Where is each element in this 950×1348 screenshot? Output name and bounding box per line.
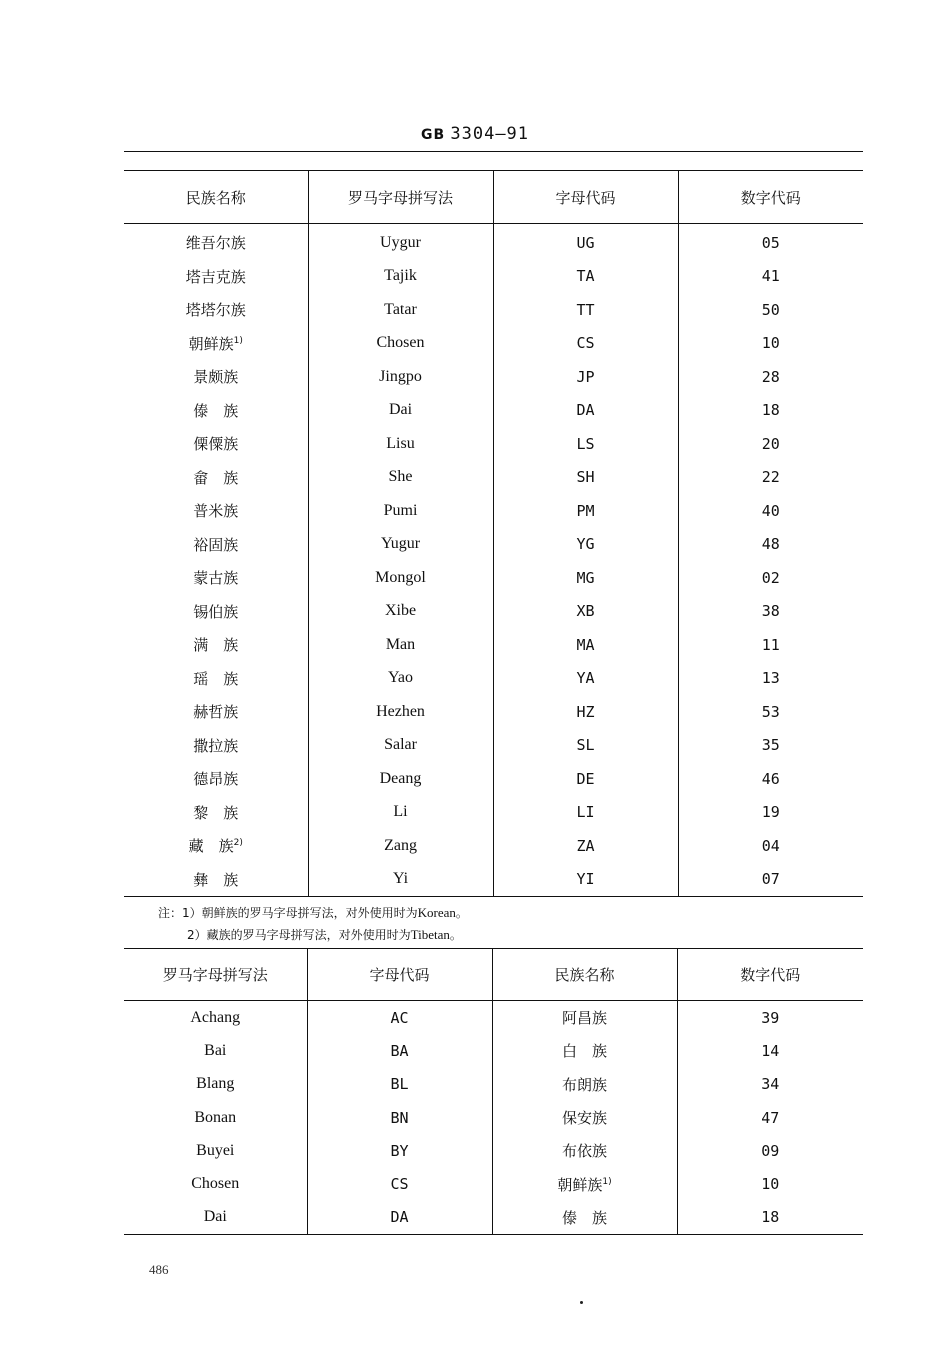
nationality-name: 傣 族 bbox=[193, 401, 239, 420]
nationality-name-cell bbox=[124, 729, 308, 763]
numeric-code: 35 bbox=[678, 729, 863, 763]
nationality-name: 景颇族 bbox=[193, 368, 239, 387]
numeric-code: 04 bbox=[678, 829, 863, 863]
letter-code: BL bbox=[307, 1068, 492, 1101]
column-header: 罗马字母拼写法 bbox=[124, 949, 307, 1001]
footnote-ref: 1) bbox=[602, 1176, 612, 1187]
numeric-code: 39 bbox=[677, 1001, 863, 1035]
letter-code: ZA bbox=[493, 829, 678, 863]
nationality-name-cell bbox=[124, 494, 308, 528]
table-row bbox=[124, 762, 863, 796]
table-row bbox=[124, 863, 863, 897]
letter-code: MA bbox=[493, 628, 678, 662]
letter-code: YA bbox=[493, 662, 678, 696]
nationality-name-cell bbox=[492, 1134, 677, 1167]
nationality-name: 傣 族 bbox=[561, 1208, 607, 1227]
table-row bbox=[124, 1167, 863, 1200]
column-header: 字母代码 bbox=[307, 949, 492, 1001]
nationality-table-by-name bbox=[124, 170, 863, 897]
table-row bbox=[124, 1201, 863, 1235]
nationality-name: 布依族 bbox=[561, 1142, 607, 1161]
roman-spelling: Man bbox=[308, 628, 493, 662]
nationality-name-cell bbox=[124, 662, 308, 696]
letter-code: DE bbox=[493, 762, 678, 796]
roman-spelling: Yi bbox=[308, 863, 493, 897]
nationality-name: 裕固族 bbox=[193, 535, 239, 554]
nationality-name-cell bbox=[124, 327, 308, 361]
table-row bbox=[124, 394, 863, 428]
nationality-name: 朝鲜族 bbox=[188, 334, 234, 353]
nationality-name: 阿昌族 bbox=[561, 1009, 607, 1028]
nationality-name: 白 族 bbox=[561, 1042, 607, 1061]
table-body bbox=[124, 224, 863, 897]
nationality-name-cell bbox=[124, 528, 308, 562]
table-row bbox=[124, 1034, 863, 1067]
numeric-code: 40 bbox=[678, 494, 863, 528]
nationality-table-by-roman bbox=[124, 948, 863, 1235]
roman-spelling: Bonan bbox=[194, 1108, 237, 1126]
nationality-name: 维吾尔族 bbox=[185, 234, 246, 253]
letter-code: XB bbox=[493, 595, 678, 629]
numeric-code: 14 bbox=[677, 1034, 863, 1067]
table-row bbox=[124, 829, 863, 863]
roman-spelling: Uygur bbox=[308, 224, 493, 260]
letter-code: CS bbox=[493, 327, 678, 361]
letter-code: UG bbox=[493, 224, 678, 260]
numeric-code: 10 bbox=[677, 1167, 863, 1200]
numeric-code: 11 bbox=[678, 628, 863, 662]
numeric-code: 53 bbox=[678, 695, 863, 729]
standard-prefix: GB bbox=[420, 127, 446, 143]
page-number: 486 bbox=[149, 1262, 169, 1277]
roman-spelling: Deang bbox=[308, 762, 493, 796]
roman-spelling: Blang bbox=[196, 1075, 235, 1093]
table-row bbox=[124, 695, 863, 729]
table-row bbox=[124, 461, 863, 495]
table-row bbox=[124, 1134, 863, 1167]
roman-spelling: Chosen bbox=[308, 327, 493, 361]
nationality-name: 彝 族 bbox=[193, 870, 239, 889]
roman-spelling: Chosen bbox=[191, 1175, 240, 1193]
nationality-name: 保安族 bbox=[561, 1109, 607, 1128]
numeric-code: 50 bbox=[678, 293, 863, 327]
nationality-name-cell bbox=[492, 1201, 677, 1235]
numeric-code: 18 bbox=[678, 394, 863, 428]
nationality-name-cell bbox=[124, 829, 308, 863]
table-row bbox=[124, 293, 863, 327]
nationality-name: 布朗族 bbox=[561, 1075, 607, 1094]
nationality-name-cell bbox=[124, 260, 308, 294]
column-header: 字母代码 bbox=[493, 171, 678, 224]
nationality-name: 普米族 bbox=[193, 502, 239, 521]
nationality-name: 赫哲族 bbox=[193, 703, 239, 722]
nationality-name-cell bbox=[124, 762, 308, 796]
letter-code: BA bbox=[307, 1034, 492, 1067]
nationality-name: 畲 族 bbox=[193, 468, 239, 487]
nationality-name: 傈僳族 bbox=[193, 435, 239, 454]
nationality-name: 满 族 bbox=[193, 636, 239, 655]
table-row bbox=[124, 224, 863, 260]
footnote-ref: 1) bbox=[233, 335, 243, 346]
numeric-code: 19 bbox=[678, 796, 863, 830]
nationality-name: 黎 族 bbox=[193, 803, 239, 822]
nationality-name: 蒙古族 bbox=[193, 569, 239, 588]
roman-spelling: Pumi bbox=[308, 494, 493, 528]
letter-code: CS bbox=[307, 1167, 492, 1200]
nationality-name: 藏 族 bbox=[188, 837, 234, 856]
roman-spelling: Lisu bbox=[308, 427, 493, 461]
table-header-row bbox=[124, 171, 863, 224]
letter-code: HZ bbox=[493, 695, 678, 729]
nationality-name-cell bbox=[124, 561, 308, 595]
table-header-row bbox=[124, 949, 863, 1001]
roman-spelling: Dai bbox=[308, 394, 493, 428]
letter-code: SH bbox=[493, 461, 678, 495]
nationality-name-cell bbox=[124, 863, 308, 897]
roman-spelling: Dai bbox=[203, 1208, 227, 1226]
roman-spelling: Yugur bbox=[308, 528, 493, 562]
numeric-code: 10 bbox=[678, 327, 863, 361]
numeric-code: 28 bbox=[678, 360, 863, 394]
header-rule bbox=[124, 151, 863, 152]
numeric-code: 20 bbox=[678, 427, 863, 461]
table-row bbox=[124, 260, 863, 294]
letter-code: TT bbox=[493, 293, 678, 327]
table-row bbox=[124, 561, 863, 595]
footnote-1: 注：1）朝鲜族的罗马字母拼写法，对外使用时为Korean。 bbox=[158, 905, 468, 920]
table-row bbox=[124, 796, 863, 830]
nationality-name: 塔吉克族 bbox=[185, 267, 246, 286]
nationality-name-cell bbox=[124, 796, 308, 830]
footnotes bbox=[158, 902, 468, 946]
roman-spelling: Mongol bbox=[308, 561, 493, 595]
roman-spelling: Li bbox=[308, 796, 493, 830]
table-body bbox=[124, 1001, 863, 1235]
letter-code: YG bbox=[493, 528, 678, 562]
numeric-code: 09 bbox=[677, 1134, 863, 1167]
letter-code: LS bbox=[493, 427, 678, 461]
nationality-name: 塔塔尔族 bbox=[185, 301, 246, 320]
numeric-code: 13 bbox=[678, 662, 863, 696]
letter-code: AC bbox=[307, 1001, 492, 1035]
numeric-code: 47 bbox=[677, 1101, 863, 1134]
letter-code: BN bbox=[307, 1101, 492, 1134]
numeric-code: 05 bbox=[678, 224, 863, 260]
table-row bbox=[124, 528, 863, 562]
numeric-code: 02 bbox=[678, 561, 863, 595]
letter-code: YI bbox=[493, 863, 678, 897]
numeric-code: 46 bbox=[678, 762, 863, 796]
nationality-name-cell bbox=[492, 1167, 677, 1200]
nationality-name-cell bbox=[124, 427, 308, 461]
table-row bbox=[124, 494, 863, 528]
roman-spelling: Hezhen bbox=[308, 695, 493, 729]
roman-spelling: Jingpo bbox=[308, 360, 493, 394]
letter-code: SL bbox=[493, 729, 678, 763]
nationality-name-cell bbox=[124, 461, 308, 495]
roman-spelling: Xibe bbox=[308, 595, 493, 629]
nationality-name: 德昂族 bbox=[193, 770, 239, 789]
roman-spelling: Yao bbox=[308, 662, 493, 696]
column-header: 数字代码 bbox=[678, 171, 863, 224]
letter-code: MG bbox=[493, 561, 678, 595]
roman-spelling: Salar bbox=[308, 729, 493, 763]
table-row bbox=[124, 360, 863, 394]
letter-code: DA bbox=[493, 394, 678, 428]
nationality-name-cell bbox=[492, 1001, 677, 1035]
nationality-name-cell bbox=[124, 394, 308, 428]
table-row bbox=[124, 1068, 863, 1101]
nationality-name-cell bbox=[492, 1068, 677, 1101]
roman-spelling: Bai bbox=[204, 1041, 227, 1059]
roman-spelling: Tajik bbox=[308, 260, 493, 294]
letter-code: LI bbox=[493, 796, 678, 830]
nationality-name-cell bbox=[124, 595, 308, 629]
table-row bbox=[124, 628, 863, 662]
letter-code: PM bbox=[493, 494, 678, 528]
nationality-name: 朝鲜族 bbox=[557, 1175, 603, 1194]
table-row bbox=[124, 327, 863, 361]
letter-code: TA bbox=[493, 260, 678, 294]
numeric-code: 18 bbox=[677, 1201, 863, 1235]
nationality-name-cell bbox=[124, 695, 308, 729]
standard-number: 3304—91 bbox=[450, 124, 530, 144]
column-header: 数字代码 bbox=[677, 949, 863, 1001]
document-code bbox=[0, 124, 950, 144]
roman-spelling: She bbox=[308, 461, 493, 495]
nationality-name: 瑶 族 bbox=[193, 669, 239, 688]
nationality-name-cell bbox=[492, 1034, 677, 1067]
nationality-name: 锡伯族 bbox=[193, 602, 239, 621]
letter-code: DA bbox=[307, 1201, 492, 1235]
print-speck bbox=[580, 1301, 583, 1304]
table-row bbox=[124, 1001, 863, 1035]
roman-spelling: Zang bbox=[308, 829, 493, 863]
table-row bbox=[124, 595, 863, 629]
footnote-ref: 2) bbox=[233, 838, 243, 849]
column-header: 罗马字母拼写法 bbox=[308, 171, 493, 224]
numeric-code: 41 bbox=[678, 260, 863, 294]
nationality-name-cell bbox=[492, 1101, 677, 1134]
numeric-code: 38 bbox=[678, 595, 863, 629]
table-row bbox=[124, 1101, 863, 1134]
roman-spelling: Buyei bbox=[196, 1141, 235, 1159]
letter-code: BY bbox=[307, 1134, 492, 1167]
nationality-name-cell bbox=[124, 224, 308, 260]
nationality-name-cell bbox=[124, 360, 308, 394]
table-row bbox=[124, 662, 863, 696]
notes-label: 注： bbox=[158, 906, 183, 920]
nationality-name-cell bbox=[124, 628, 308, 662]
letter-code: JP bbox=[493, 360, 678, 394]
numeric-code: 34 bbox=[677, 1068, 863, 1101]
footnote-2: 2）藏族的罗马字母拼写法，对外使用时为Tibetan。 bbox=[187, 927, 462, 942]
table-row bbox=[124, 729, 863, 763]
numeric-code: 48 bbox=[678, 528, 863, 562]
roman-spelling: Achang bbox=[190, 1008, 241, 1026]
column-header: 民族名称 bbox=[124, 171, 308, 224]
table-row bbox=[124, 427, 863, 461]
roman-spelling: Tatar bbox=[308, 293, 493, 327]
numeric-code: 07 bbox=[678, 863, 863, 897]
column-header: 民族名称 bbox=[492, 949, 677, 1001]
nationality-name-cell bbox=[124, 293, 308, 327]
nationality-name: 撒拉族 bbox=[193, 736, 239, 755]
numeric-code: 22 bbox=[678, 461, 863, 495]
